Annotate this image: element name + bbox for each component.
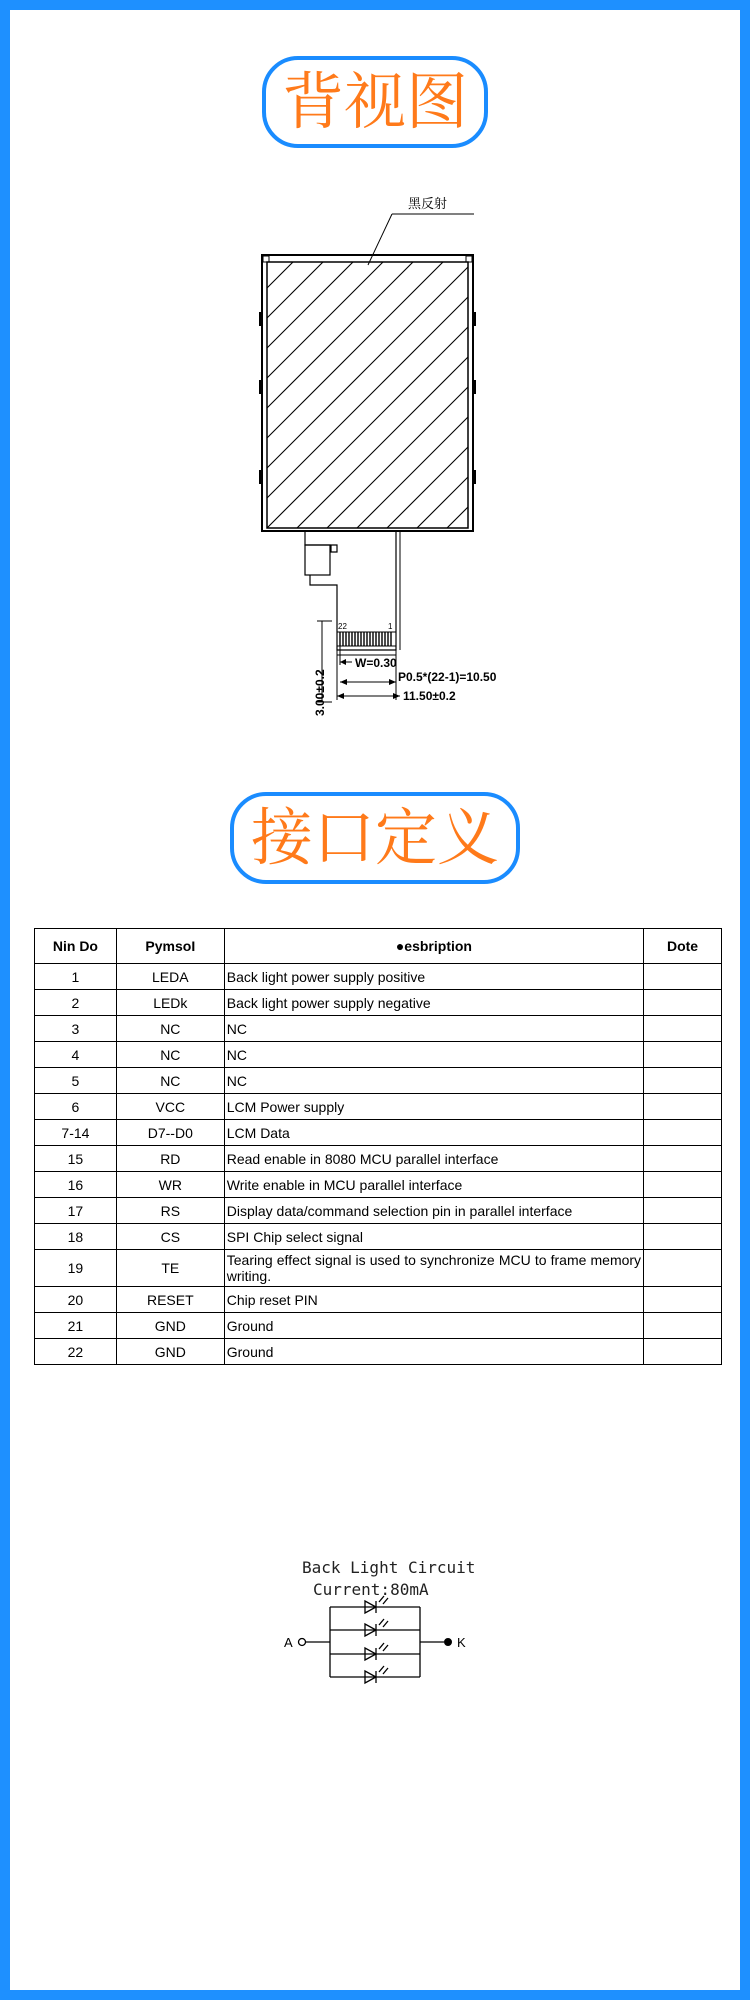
description-cell: NC <box>224 1042 643 1068</box>
symbol-cell: WR <box>116 1172 224 1198</box>
pin-cell: 7-14 <box>35 1120 117 1146</box>
description-cell: Ground <box>224 1339 643 1365</box>
pin-cell: 3 <box>35 1016 117 1042</box>
pin-cell: 19 <box>35 1250 117 1287</box>
header-pin: Nin Do <box>35 929 117 964</box>
symbol-cell: CS <box>116 1224 224 1250</box>
pin-cell: 16 <box>35 1172 117 1198</box>
symbol-cell: NC <box>116 1016 224 1042</box>
symbol-cell: GND <box>116 1339 224 1365</box>
pin-cell: 1 <box>35 964 117 990</box>
pin-cell: 22 <box>35 1339 117 1365</box>
description-cell: NC <box>224 1068 643 1094</box>
dim-height-label: 3.00±0.2 <box>313 669 327 716</box>
symbol-cell: D7--D0 <box>116 1120 224 1146</box>
circuit-current: Current:80mA <box>313 1580 429 1599</box>
description-cell: Back light power supply negative <box>224 990 643 1016</box>
description-cell: Tearing effect signal is used to synchronize MCU to frame memory writing. <box>224 1250 643 1287</box>
pin-cell: 21 <box>35 1313 117 1339</box>
description-cell: Write enable in MCU parallel interface <box>224 1172 643 1198</box>
symbol-cell: NC <box>116 1068 224 1094</box>
description-cell: LCM Data <box>224 1120 643 1146</box>
symbol-cell: LEDk <box>116 990 224 1016</box>
dim-total-label: 11.50±0.2 <box>403 689 456 703</box>
anode-terminal <box>299 1639 306 1646</box>
pin-cell: 15 <box>35 1146 117 1172</box>
circuit-title: Back Light Circuit <box>302 1558 476 1577</box>
pin-cell: 18 <box>35 1224 117 1250</box>
pin-cell: 4 <box>35 1042 117 1068</box>
symbol-cell: NC <box>116 1042 224 1068</box>
description-cell: SPI Chip select signal <box>224 1224 643 1250</box>
pin-left-label: 22 <box>338 622 347 631</box>
symbol-cell: RS <box>116 1198 224 1224</box>
back-view-title: 背视图 <box>262 56 488 148</box>
header-symbol: PymsoI <box>116 929 224 964</box>
symbol-cell: RESET <box>116 1287 224 1313</box>
symbol-cell: RD <box>116 1146 224 1172</box>
callout-label: 黑反射 <box>408 197 448 212</box>
dim-pitch-label: P0.5*(22-1)=10.50 <box>398 670 497 684</box>
pin-cell: 5 <box>35 1068 117 1094</box>
cathode-label: K <box>457 1635 466 1650</box>
cathode-terminal <box>445 1639 452 1646</box>
pin-right-label: 1 <box>388 622 393 631</box>
description-cell: Display data/command selection pin in parallel interface <box>224 1198 643 1224</box>
description-cell: Read enable in 8080 MCU parallel interface <box>224 1146 643 1172</box>
symbol-cell: VCC <box>116 1094 224 1120</box>
description-cell: Ground <box>224 1313 643 1339</box>
symbol-cell: TE <box>116 1250 224 1287</box>
description-cell: Back light power supply positive <box>224 964 643 990</box>
led-array <box>330 1596 420 1683</box>
interface-title: 接口定义 <box>230 792 520 884</box>
description-cell: LCM Power supply <box>224 1094 643 1120</box>
anode-label: A <box>284 1635 293 1650</box>
symbol-cell: LEDA <box>116 964 224 990</box>
pin-cell: 2 <box>35 990 117 1016</box>
symbol-cell: GND <box>116 1313 224 1339</box>
pin-cell: 17 <box>35 1198 117 1224</box>
description-cell: NC <box>224 1016 643 1042</box>
pin-cell: 20 <box>35 1287 117 1313</box>
pin-cell: 6 <box>35 1094 117 1120</box>
description-cell: Chip reset PIN <box>224 1287 643 1313</box>
header-description: ●esbription <box>224 929 643 964</box>
header-note: Dote <box>644 929 722 964</box>
dim-width-label: W=0.30 <box>355 656 397 670</box>
